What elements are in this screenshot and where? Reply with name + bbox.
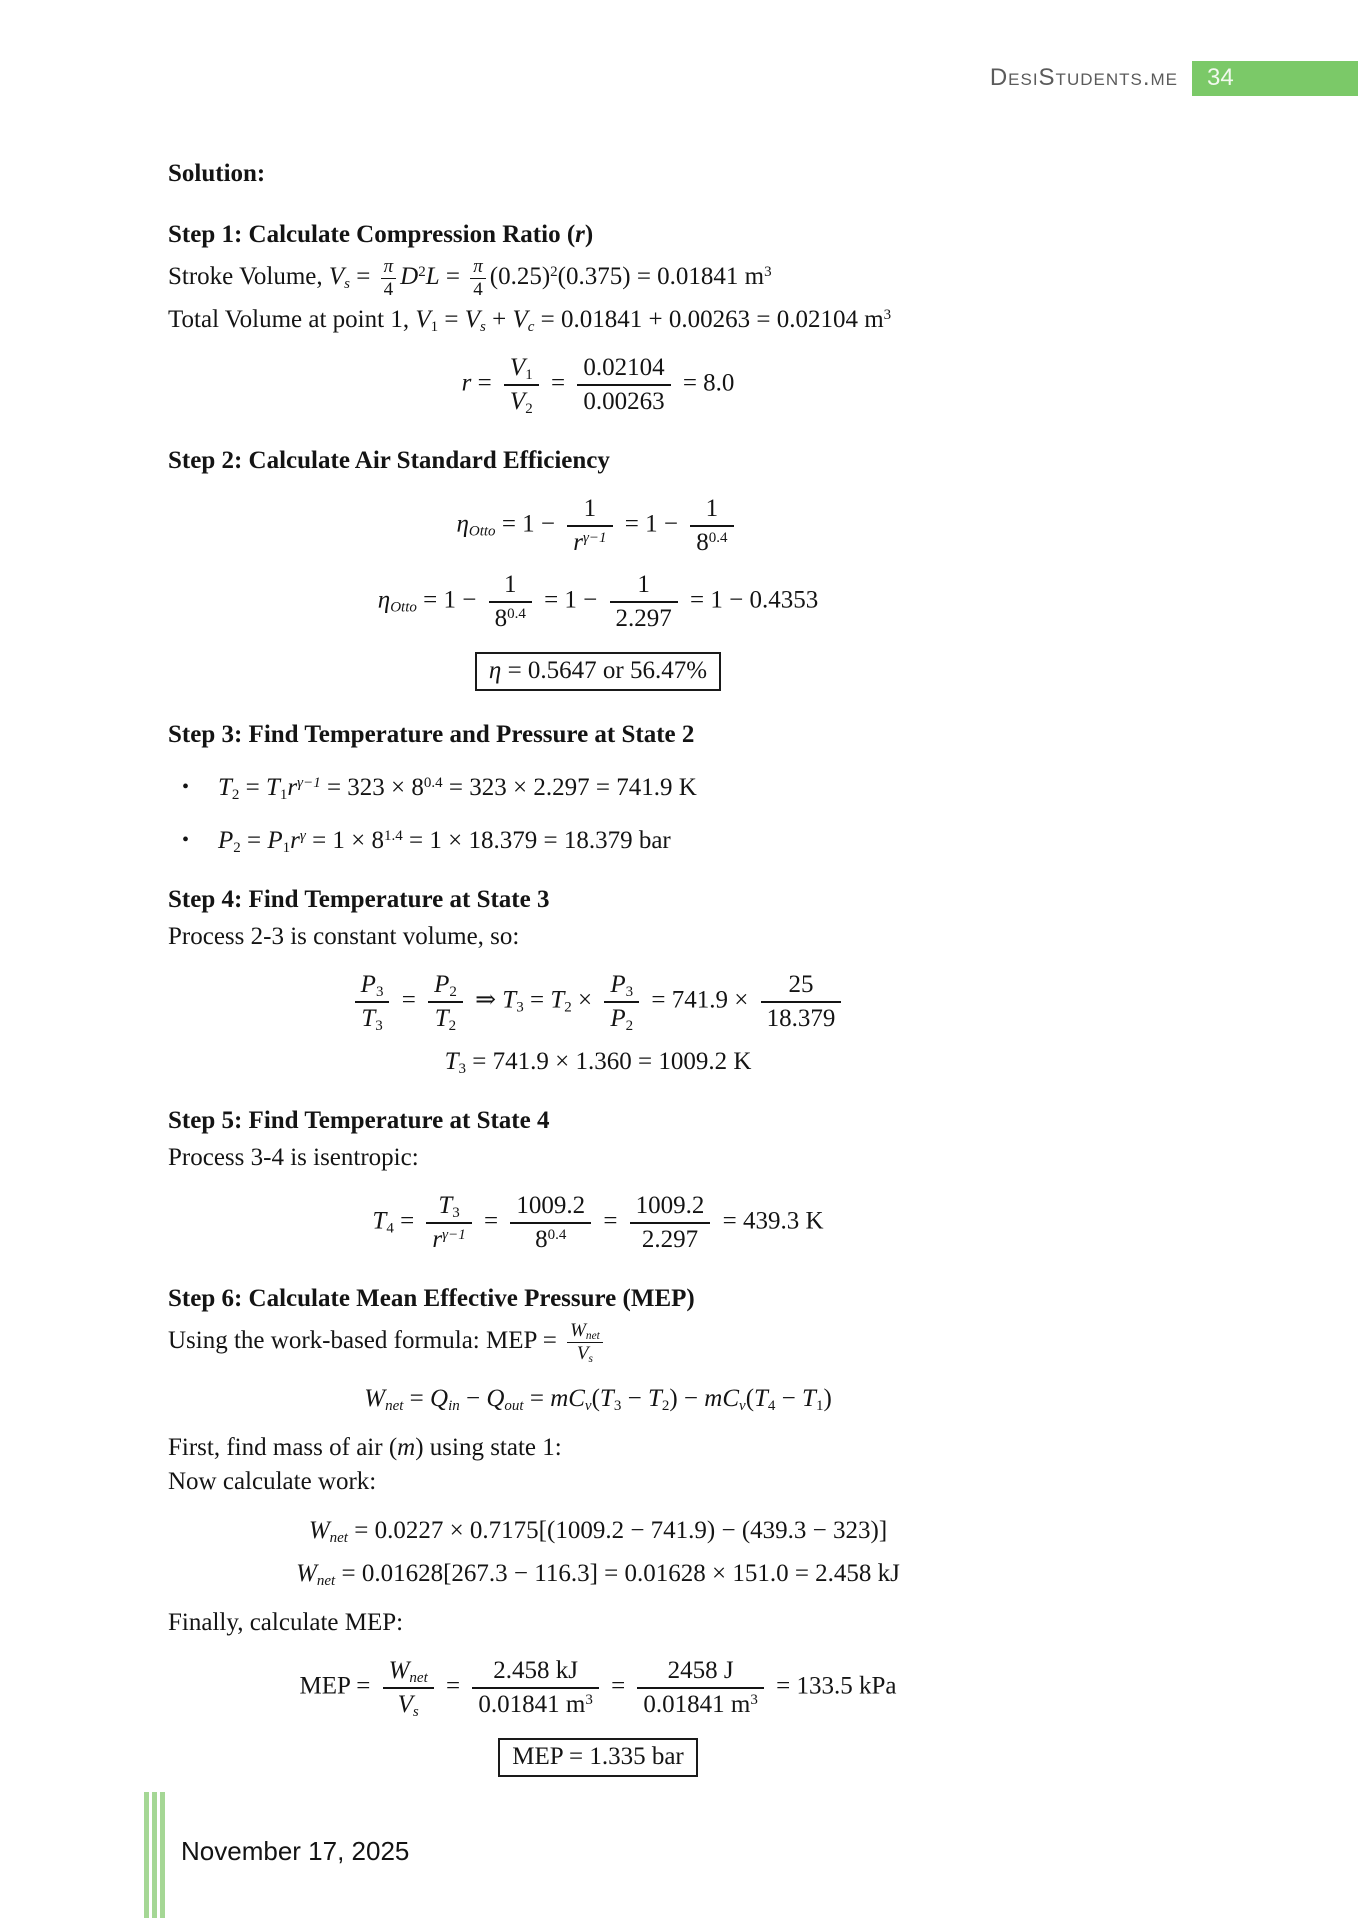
math-text: = 741.9 × xyxy=(645,986,755,1014)
math-text: 8 xyxy=(696,529,709,556)
accent-line xyxy=(144,1792,149,1918)
now-calculate-work-line xyxy=(168,1466,1028,1497)
math-text: = xyxy=(439,1672,467,1700)
math-text: 0.00263 xyxy=(583,388,665,415)
math-text: = 323 × 8 xyxy=(320,774,424,801)
math-text: 25 xyxy=(788,971,814,998)
math-text: Now calculate work: xyxy=(168,1468,377,1495)
math-text: 3 xyxy=(883,306,892,323)
math-text: 0.4 xyxy=(423,774,443,791)
math-text: Step 4: Find Temperature at State 3 xyxy=(168,886,550,913)
math-fraction xyxy=(761,970,842,1034)
math-text: = 0.01841 + 0.00263 = 0.02104 m xyxy=(534,306,884,333)
math-fraction xyxy=(470,256,486,301)
math-text: − xyxy=(621,1385,648,1412)
math-text: 1.4 xyxy=(384,827,403,844)
math-variable: mC xyxy=(550,1385,585,1412)
math-text: 1 xyxy=(279,786,288,803)
mep-formula-line xyxy=(168,1320,1028,1365)
math-variable: T xyxy=(802,1385,816,1412)
math-variable: η xyxy=(377,586,391,614)
math-variable: mC xyxy=(704,1385,740,1412)
math-text: 3 xyxy=(375,983,384,1000)
math-text: 0.02104 xyxy=(583,354,665,381)
math-text: MEP = xyxy=(299,1672,377,1700)
math-variable: T xyxy=(647,1385,662,1412)
bullet-marker: • xyxy=(182,776,190,798)
total-volume-line xyxy=(168,304,1028,335)
math-text: ⇒ xyxy=(468,986,503,1014)
solution-body xyxy=(168,158,1028,1797)
math-variable: W xyxy=(308,1517,330,1544)
math-fraction xyxy=(690,494,733,558)
math-variable: r xyxy=(461,369,472,397)
math-text: c xyxy=(527,318,535,335)
math-fraction xyxy=(381,256,397,301)
math-text: = 741.9 × 1.360 = 1009.2 K xyxy=(466,1048,752,1075)
bullet-marker: • xyxy=(182,829,190,851)
math-variable: W xyxy=(296,1560,317,1587)
math-text: = 323 × 2.297 = 741.9 K xyxy=(442,774,697,801)
math-text: = xyxy=(477,1207,505,1235)
math-text: − xyxy=(459,1385,487,1412)
math-variable: T xyxy=(438,1192,453,1219)
page-number: 34 xyxy=(1207,64,1234,91)
math-text: 0.01841 m xyxy=(643,1691,751,1718)
math-fraction xyxy=(355,970,390,1034)
math-fraction xyxy=(510,1191,591,1255)
math-variable: P xyxy=(434,971,450,998)
math-text: = xyxy=(403,1385,430,1412)
math-text: Using the work-based formula: MEP = xyxy=(168,1327,564,1355)
step-1-heading xyxy=(168,219,1028,250)
math-text: = 133.5 kPa xyxy=(769,1672,897,1700)
math-text: 2 xyxy=(550,263,558,280)
math-text: Step 2: Calculate Air Standard Efficiency xyxy=(168,447,610,474)
math-text: = xyxy=(239,774,267,801)
math-text: 2458 J xyxy=(667,1657,734,1684)
math-text: 2 xyxy=(525,400,533,417)
math-text: 1 xyxy=(815,1397,824,1414)
math-text: 1 xyxy=(583,495,597,522)
math-text: 2.297 xyxy=(615,605,672,632)
math-text: MEP = 1.335 bar xyxy=(512,1743,684,1770)
math-variable: D xyxy=(400,263,419,291)
math-text: = xyxy=(350,263,377,291)
math-text: + xyxy=(485,306,513,333)
math-text: Step 1: Calculate Compression Ratio ( xyxy=(168,221,576,248)
math-variable: P xyxy=(218,827,234,854)
stroke-volume-line xyxy=(168,256,1028,301)
math-text: 2 xyxy=(449,983,457,1000)
math-variable: P xyxy=(610,971,626,998)
math-text: Step 3: Find Temperature and Pressure at State 2 xyxy=(168,721,695,748)
math-text: ( xyxy=(745,1385,755,1412)
math-fraction xyxy=(604,970,639,1034)
solution-title xyxy=(168,158,1028,189)
math-variable: T xyxy=(218,774,232,801)
math-variable: r xyxy=(287,774,298,801)
math-text: 0.4 xyxy=(547,1226,567,1243)
math-text: 1 xyxy=(282,839,291,856)
math-fraction xyxy=(426,1191,471,1255)
wnet-definition-equation xyxy=(168,1383,1028,1414)
math-text: = 1 − xyxy=(495,510,562,538)
math-variable: Q xyxy=(430,1385,449,1412)
math-text: = 1 − 0.4353 xyxy=(683,586,819,614)
math-text: 2 xyxy=(418,263,426,280)
math-text: γ−1 xyxy=(583,529,607,546)
math-text: 8 xyxy=(494,605,508,632)
math-text: 18.379 xyxy=(766,1005,836,1032)
efficiency-result-box xyxy=(168,652,1028,691)
math-text: 1009.2 xyxy=(516,1192,586,1219)
math-variable: T xyxy=(502,986,517,1014)
math-text: 1 xyxy=(430,318,439,335)
math-variable: V xyxy=(509,354,526,381)
math-fraction xyxy=(428,970,463,1034)
math-variable: T xyxy=(434,1005,449,1032)
math-text: 0.4 xyxy=(708,529,728,546)
math-text: = xyxy=(523,986,551,1014)
math-text: in xyxy=(448,1397,460,1414)
math-variable: m xyxy=(397,1434,416,1461)
footer-date: November 17, 2025 xyxy=(181,1836,410,1866)
math-text: = 0.5647 or 56.47% xyxy=(501,657,708,684)
otto-efficiency-equation-1 xyxy=(168,494,1028,558)
math-variable: T xyxy=(372,1207,387,1235)
math-text: γ−1 xyxy=(297,774,321,791)
math-text: Finally, calculate MEP: xyxy=(168,1609,404,1636)
math-fraction xyxy=(489,570,532,634)
math-text: 3 xyxy=(613,1397,622,1414)
finally-calculate-mep-line xyxy=(168,1607,1028,1638)
math-text: v xyxy=(584,1397,592,1414)
math-variable: V xyxy=(576,1343,589,1364)
math-variable: V xyxy=(328,263,345,291)
math-text: 4 xyxy=(473,279,483,300)
math-text: = 8.0 xyxy=(676,369,735,397)
math-fraction xyxy=(567,1320,603,1365)
math-variable: V xyxy=(509,388,526,415)
math-fraction xyxy=(383,1656,434,1720)
mass-of-air-line xyxy=(168,1432,1028,1463)
math-text: Otto xyxy=(468,523,496,540)
math-text: = xyxy=(604,1672,632,1700)
bullet-content xyxy=(218,772,697,803)
math-text: ) using state 1: xyxy=(415,1434,562,1461)
math-text: 0.4 xyxy=(507,605,526,622)
math-text: = 1 − xyxy=(537,586,604,614)
math-text: = 1 − xyxy=(618,510,685,538)
math-fraction xyxy=(472,1656,598,1720)
math-variable: r xyxy=(575,221,585,248)
math-text: − xyxy=(775,1385,803,1412)
math-text: × xyxy=(571,986,599,1014)
math-variable: T xyxy=(361,1005,376,1032)
math-variable: T xyxy=(754,1385,768,1412)
bullet-content xyxy=(218,825,671,856)
math-variable: η xyxy=(488,657,502,684)
math-text: = xyxy=(471,369,498,397)
math-text: 3 xyxy=(764,263,772,280)
mep-result-box xyxy=(168,1738,1028,1777)
math-text: 1 xyxy=(503,571,517,598)
math-variable: T xyxy=(550,986,565,1014)
math-text: Solution: xyxy=(168,160,266,187)
accent-line xyxy=(152,1792,157,1918)
math-variable: r xyxy=(432,1226,443,1253)
math-text: 1 xyxy=(525,366,533,383)
math-text: 3 xyxy=(375,1017,383,1034)
step-3-heading xyxy=(168,719,1028,750)
math-text: 2 xyxy=(448,1017,457,1034)
math-text: 1009.2 xyxy=(635,1192,705,1219)
math-text: (0.25) xyxy=(489,263,551,291)
result-box xyxy=(475,652,721,691)
math-text: 2.297 xyxy=(641,1226,699,1253)
math-text: 3 xyxy=(452,1204,460,1221)
math-variable: V xyxy=(464,306,480,333)
compression-ratio-equation xyxy=(168,353,1028,417)
math-text: = xyxy=(395,986,423,1014)
math-text: s xyxy=(588,1352,593,1365)
math-text: Process 2-3 is constant volume, so: xyxy=(168,923,520,950)
otto-efficiency-equation-2 xyxy=(168,570,1028,634)
math-text: 3 xyxy=(750,1691,758,1708)
math-text: 2 xyxy=(564,999,572,1016)
page-number-badge xyxy=(1192,61,1358,96)
math-text: ( xyxy=(591,1385,600,1412)
math-text: 3 xyxy=(585,1691,593,1708)
step-4-heading xyxy=(168,884,1028,915)
page-header xyxy=(990,60,1358,96)
math-text: = xyxy=(523,1385,551,1412)
t3-result-equation xyxy=(168,1046,1028,1077)
footer-accent-lines xyxy=(144,1792,165,1918)
math-text: Process 3-4 is isentropic: xyxy=(168,1144,419,1171)
t4-equation xyxy=(168,1191,1028,1255)
math-text: out xyxy=(504,1397,524,1414)
math-text: = 439.3 K xyxy=(716,1207,824,1235)
math-text: Step 6: Calculate Mean Effective Pressure (MEP) xyxy=(168,1285,695,1312)
math-text: net xyxy=(409,1669,428,1686)
math-text: = xyxy=(597,1207,624,1235)
math-text: s xyxy=(480,318,486,335)
step-6-heading xyxy=(168,1283,1028,1314)
math-text: ) xyxy=(823,1385,832,1412)
math-text: = xyxy=(240,827,268,854)
math-text: v xyxy=(739,1397,746,1414)
math-fraction xyxy=(610,570,678,634)
math-fraction xyxy=(504,353,539,417)
math-text: 2 xyxy=(231,786,240,803)
math-text: 4 xyxy=(767,1397,776,1414)
math-text: 4 xyxy=(383,279,394,300)
math-text: Step 5: Find Temperature at State 4 xyxy=(168,1107,550,1134)
math-variable: L xyxy=(425,263,440,291)
math-variable: P xyxy=(610,1005,626,1032)
math-text: = xyxy=(438,306,465,333)
step-2-heading xyxy=(168,445,1028,476)
site-watermark: DesiStudents.me xyxy=(989,64,1178,91)
math-text: (0.375) = 0.01841 m xyxy=(557,263,765,291)
math-text: net xyxy=(585,1329,600,1342)
math-variable: W xyxy=(388,1657,410,1684)
math-text: 8 xyxy=(535,1226,548,1253)
math-variable: W xyxy=(364,1385,386,1412)
math-text: ) xyxy=(584,221,594,248)
math-text: 2.458 kJ xyxy=(493,1657,578,1684)
math-text: = xyxy=(393,1207,421,1235)
math-text: Total Volume at point 1, xyxy=(168,306,416,333)
math-text: = 0.01628[267.3 − 116.3] = 0.01628 × 151.0 = 2.458 kJ xyxy=(335,1560,900,1587)
math-variable: Q xyxy=(486,1385,505,1412)
math-text: 3 xyxy=(458,1060,467,1077)
math-text: γ xyxy=(299,827,306,844)
math-text: = 1 × 8 xyxy=(305,827,385,854)
math-variable: π xyxy=(383,256,394,277)
math-variable: V xyxy=(512,306,528,333)
math-fraction xyxy=(637,1656,763,1720)
math-text: 2 xyxy=(625,1017,634,1034)
math-variable: r xyxy=(573,529,583,556)
math-text: 1 xyxy=(705,495,719,522)
result-box xyxy=(498,1738,698,1777)
process-2-3-line xyxy=(168,921,1028,952)
math-text: = xyxy=(544,369,572,397)
math-text: Otto xyxy=(390,599,417,616)
process-3-4-line xyxy=(168,1142,1028,1173)
math-text: Stroke Volume, xyxy=(168,263,329,291)
math-text: 3 xyxy=(625,983,634,1000)
math-text: = 1 × 18.379 = 18.379 bar xyxy=(402,827,671,854)
math-text: = xyxy=(439,263,467,291)
p2-bullet xyxy=(168,825,1028,856)
t2-bullet xyxy=(168,772,1028,803)
math-text: 0.01841 m xyxy=(478,1691,586,1718)
step-5-heading xyxy=(168,1105,1028,1136)
math-variable: π xyxy=(473,256,483,277)
math-text: First, find mass of air ( xyxy=(168,1434,398,1461)
math-variable: W xyxy=(570,1320,586,1341)
wnet-equation-1 xyxy=(168,1515,1028,1546)
math-text: 4 xyxy=(386,1220,394,1237)
accent-line xyxy=(160,1792,165,1918)
wnet-equation-2 xyxy=(168,1558,1028,1589)
math-text: ) − xyxy=(669,1385,705,1412)
math-text: 2 xyxy=(661,1397,670,1414)
math-text: γ−1 xyxy=(442,1226,466,1243)
math-text: 2 xyxy=(233,839,241,856)
math-variable: T xyxy=(266,774,280,801)
math-variable: r xyxy=(290,827,300,854)
math-text: net xyxy=(329,1529,348,1546)
math-text: net xyxy=(316,1572,336,1589)
math-fraction xyxy=(567,494,612,558)
math-variable: η xyxy=(456,510,469,538)
math-text: = 1 − xyxy=(416,586,483,614)
math-text: s xyxy=(344,275,351,292)
math-variable: T xyxy=(444,1048,459,1075)
state-3-equation xyxy=(168,970,1028,1034)
math-variable: V xyxy=(415,306,431,333)
math-variable: T xyxy=(599,1385,614,1412)
math-fraction xyxy=(630,1191,711,1255)
math-variable: P xyxy=(360,971,376,998)
math-fraction xyxy=(577,353,670,417)
math-variable: V xyxy=(397,1691,413,1718)
math-text: = 0.0227 × 0.7175[(1009.2 − 741.9) − (439.3 − 323)] xyxy=(347,1517,888,1544)
math-text: s xyxy=(412,1703,419,1720)
math-text: 3 xyxy=(516,999,524,1016)
math-variable: P xyxy=(267,827,283,854)
math-text: net xyxy=(385,1397,404,1414)
math-text: 1 xyxy=(637,571,650,598)
mep-equation xyxy=(168,1656,1028,1720)
